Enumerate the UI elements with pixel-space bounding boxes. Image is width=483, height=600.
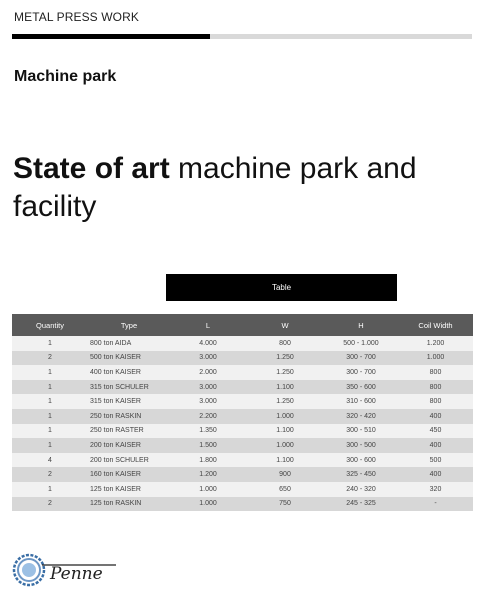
cell-type: 160 ton KAISER: [88, 467, 170, 482]
cell-h: 350 - 600: [324, 380, 398, 395]
table-button[interactable]: Table: [166, 274, 397, 301]
cell-h: 300 - 510: [324, 424, 398, 439]
cell-coil-width: 400: [398, 438, 473, 453]
table-row: [12, 424, 473, 439]
cell-type: 250 ton RASKIN: [88, 409, 170, 424]
logo-wordmark: Penne: [50, 564, 103, 584]
cell-coil-width: 800: [398, 394, 473, 409]
table-row: [12, 438, 473, 453]
header-quantity: Quantity: [12, 314, 88, 336]
header-l: L: [170, 314, 246, 336]
cell-coil-width: 1.200: [398, 336, 473, 351]
table-header-row: [12, 314, 473, 336]
cell-quantity: 2: [12, 497, 88, 512]
cell-quantity: 2: [12, 351, 88, 366]
cell-l: 1.500: [170, 438, 246, 453]
cell-type: 400 ton KAISER: [88, 365, 170, 380]
cell-l: 2.200: [170, 409, 246, 424]
cell-l: 2.000: [170, 365, 246, 380]
cell-h: 310 - 600: [324, 394, 398, 409]
cell-type: 250 ton RASTER: [88, 424, 170, 439]
table-row: [12, 453, 473, 468]
headline-rest: machine park and facility: [13, 152, 417, 223]
table-row: [12, 351, 473, 366]
table-row: [12, 497, 473, 512]
cell-w: 800: [246, 336, 324, 351]
penne-logo: [12, 552, 122, 588]
table-row: [12, 380, 473, 395]
cell-w: 1.000: [246, 409, 324, 424]
cell-type: 125 ton RASKIN: [88, 497, 170, 512]
table-row: [12, 394, 473, 409]
headline: [13, 150, 453, 226]
cell-h: 245 - 325: [324, 497, 398, 512]
cell-coil-width: 450: [398, 424, 473, 439]
cell-l: 4.000: [170, 336, 246, 351]
cell-type: 500 ton KAISER: [88, 351, 170, 366]
cell-w: 750: [246, 497, 324, 512]
cell-type: 200 ton SCHULER: [88, 453, 170, 468]
reading-progress-fill: [12, 34, 210, 39]
cell-quantity: 1: [12, 365, 88, 380]
cell-l: 1.000: [170, 497, 246, 512]
table-row: [12, 409, 473, 424]
section-title: Machine park: [14, 68, 117, 85]
cell-l: 3.000: [170, 394, 246, 409]
cell-coil-width: 400: [398, 409, 473, 424]
cell-quantity: 1: [12, 438, 88, 453]
cell-quantity: 1: [12, 424, 88, 439]
cell-h: 300 - 600: [324, 453, 398, 468]
header-h: H: [324, 314, 398, 336]
cell-quantity: 1: [12, 394, 88, 409]
cell-h: 300 - 500: [324, 438, 398, 453]
cell-l: 1.200: [170, 467, 246, 482]
cell-h: 500 - 1.000: [324, 336, 398, 351]
cell-l: 1.350: [170, 424, 246, 439]
reading-progress-bar: [12, 34, 472, 39]
cell-quantity: 4: [12, 453, 88, 468]
cell-w: 1.100: [246, 380, 324, 395]
cell-h: 300 - 700: [324, 365, 398, 380]
cell-coil-width: 800: [398, 365, 473, 380]
cell-w: 1.250: [246, 365, 324, 380]
cell-w: 1.100: [246, 453, 324, 468]
cell-h: 320 - 420: [324, 409, 398, 424]
table-row: [12, 336, 473, 351]
headline-bold: State of art: [13, 152, 170, 185]
cell-quantity: 2: [12, 467, 88, 482]
cell-l: 1.000: [170, 482, 246, 497]
cell-quantity: 1: [12, 380, 88, 395]
cell-coil-width: 800: [398, 380, 473, 395]
table-row: [12, 467, 473, 482]
cell-w: 900: [246, 467, 324, 482]
cell-quantity: 1: [12, 409, 88, 424]
cell-h: 325 - 450: [324, 467, 398, 482]
cell-h: 240 - 320: [324, 482, 398, 497]
cell-l: 3.000: [170, 380, 246, 395]
machine-table: [12, 314, 473, 511]
cell-l: 1.800: [170, 453, 246, 468]
cell-quantity: 1: [12, 336, 88, 351]
cell-type: 315 ton KAISER: [88, 394, 170, 409]
cell-w: 1.250: [246, 394, 324, 409]
cell-type: 315 ton SCHULER: [88, 380, 170, 395]
header-coil-width: Coil Width: [398, 314, 473, 336]
cell-quantity: 1: [12, 482, 88, 497]
cell-w: 1.250: [246, 351, 324, 366]
table-row: [12, 482, 473, 497]
cell-type: 200 ton KAISER: [88, 438, 170, 453]
cell-w: 650: [246, 482, 324, 497]
cell-type: 800 ton AIDA: [88, 336, 170, 351]
header-type: Type: [88, 314, 170, 336]
gear-ring-icon: [12, 552, 122, 588]
brand-title: METAL PRESS WORK: [14, 10, 139, 24]
cell-coil-width: -: [398, 497, 473, 512]
cell-w: 1.000: [246, 438, 324, 453]
cell-coil-width: 1.000: [398, 351, 473, 366]
cell-h: 300 - 700: [324, 351, 398, 366]
cell-type: 125 ton KAISER: [88, 482, 170, 497]
cell-l: 3.000: [170, 351, 246, 366]
cell-coil-width: 320: [398, 482, 473, 497]
table-row: [12, 365, 473, 380]
cell-w: 1.100: [246, 424, 324, 439]
header-w: W: [246, 314, 324, 336]
cell-coil-width: 500: [398, 453, 473, 468]
cell-coil-width: 400: [398, 467, 473, 482]
